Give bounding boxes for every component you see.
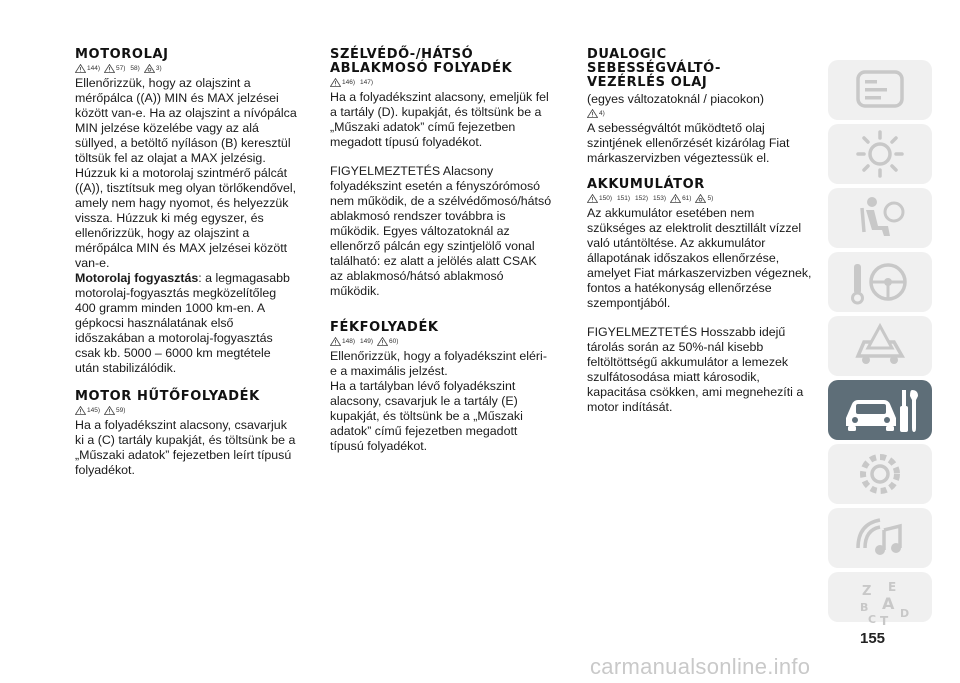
warning-ref[interactable]: 148) bbox=[342, 338, 356, 345]
technical-data-icon bbox=[828, 444, 932, 504]
warning-ref[interactable]: 150) bbox=[599, 195, 613, 202]
chapter-tab-dashboard[interactable] bbox=[828, 60, 932, 120]
warning-triangle-icon bbox=[587, 194, 598, 203]
paragraph: Ellenőrizzük, hogy a folyadékszint eléri-e a maximális jelzést. bbox=[330, 349, 547, 378]
warning-ref[interactable]: 147) bbox=[360, 79, 374, 86]
section-ablakmoso-folyadek bbox=[330, 48, 552, 299]
column-1 bbox=[75, 48, 297, 478]
warning-ref[interactable]: 146) bbox=[342, 79, 356, 86]
warning-triangle-icon bbox=[75, 406, 86, 415]
section-title: SZÉLVÉDŐ-/HÁTSÓ ABLAKMOSÓ FOLYADÉK bbox=[330, 47, 513, 76]
warning-ref[interactable]: 151) bbox=[617, 195, 631, 202]
caution-triangle-icon bbox=[670, 194, 681, 203]
paragraph: Ha a folyadékszint alacsony, csavarjuk ki a (C) tartály kupakját, és töltsünk be a „Műszaki adatok” fejezetben leírt típusú folyadékot. bbox=[75, 418, 296, 477]
index-letter: Z bbox=[862, 584, 872, 599]
index-letter: B bbox=[860, 601, 869, 614]
warning-references bbox=[330, 337, 552, 346]
section-motor-hutofolyadek bbox=[75, 390, 297, 478]
warning-triangle-icon bbox=[330, 337, 341, 346]
warning-ref[interactable]: 61) bbox=[682, 195, 692, 202]
caution-triangle-icon bbox=[104, 406, 115, 415]
paragraph: Az akkumulátor esetében nem szükséges az elektrolit desztillált vízzel való utántöltése. Az akkumulátor állapotának időszakos ellenőrzése, amelyet Fiat márkaszervizben végeznek, fontos a hatékonyság ellenőrzése szempontjából. bbox=[587, 206, 812, 310]
chapter-tab-emergency[interactable] bbox=[828, 316, 932, 376]
warning-car-icon bbox=[828, 316, 932, 376]
warning-ref[interactable]: 60) bbox=[389, 338, 399, 345]
chapter-tab-maintenance[interactable] bbox=[828, 380, 932, 440]
section-title: AKKUMULÁTOR bbox=[587, 177, 705, 192]
multimedia-icon bbox=[828, 508, 932, 568]
caution-triangle-icon bbox=[587, 109, 598, 118]
page-number: 155 bbox=[860, 630, 886, 647]
watermark[interactable]: carmanualsonline.info bbox=[590, 654, 811, 679]
airbag-seat-icon bbox=[828, 188, 932, 248]
lights-icon bbox=[828, 124, 932, 184]
section-subtitle: (egyes változatoknál / piacokon) bbox=[587, 92, 765, 106]
warning-ref[interactable]: 149) bbox=[360, 338, 374, 345]
warning-ref[interactable]: 144) bbox=[87, 65, 101, 72]
environment-icon bbox=[695, 194, 706, 203]
chapter-tab-lights[interactable] bbox=[828, 124, 932, 184]
chapter-tab-technical-data[interactable] bbox=[828, 444, 932, 504]
index-letter: A bbox=[882, 594, 895, 613]
index-letters-icon bbox=[828, 572, 932, 632]
column-2 bbox=[330, 48, 552, 454]
warning-references bbox=[75, 406, 297, 415]
paragraph-lead: Motorolaj fogyasztás bbox=[75, 271, 199, 285]
index-letter: D bbox=[900, 607, 910, 620]
section-akkumulator bbox=[587, 178, 813, 415]
note-paragraph: FIGYELMEZTETÉS Hosszabb idejű tárolás során az 50%-nál kisebb feltöltöttségű akkumulátor a lemezek szulfátosodása miatt károsodik, kapacitása csökken, ami megnehezíti a motor indítását. bbox=[587, 325, 804, 414]
paragraph-text: : a legmagasabb motorolaj-fogyasztás megközelítőleg 400 gramm minden 1000 km-en. A gépkocsi használatának első időszakában a motorolaj-fogyasztás csak kb. 5000 – 6000 km megtétele után stabilizálódik. bbox=[75, 271, 290, 375]
warning-references bbox=[75, 64, 297, 73]
warning-ref[interactable]: 152) bbox=[635, 195, 649, 202]
note-paragraph: FIGYELMEZTETÉS Alacsony folyadékszint esetén a fényszórómosó nem működik, de a szélvédőmosó/hátsó ablakmosó rendszer továbbra is működik. Egyes változatoknál az ellenőrző pálcán egy szintjelölő vonal található: ez alatt a jelölés alatt CSAK az ablakmosó/hátsó ablakmosó működik. bbox=[330, 164, 552, 298]
chapter-tab-starting-driving[interactable] bbox=[828, 252, 932, 312]
section-title: FÉKFOLYADÉK bbox=[330, 320, 439, 335]
section-title: MOTOROLAJ bbox=[75, 47, 169, 62]
warning-ref[interactable]: 59) bbox=[116, 407, 126, 414]
caution-triangle-icon bbox=[104, 64, 115, 73]
caution-triangle-icon bbox=[377, 337, 388, 346]
section-dualogic-olaj bbox=[587, 48, 813, 166]
warning-ref[interactable]: 3) bbox=[155, 65, 162, 72]
paragraph: Ellenőrizzük, hogy az olajszint a mérőpálca ((A)) MIN és MAX jelzései között van-e. Ha az olajszint a nívópálca MIN jelzése közelébe vagy az alá süllyed, a betöltő nyíláson (B) keresztül töltsük fel az olajat a MAX jelzésig. bbox=[75, 76, 297, 165]
section-fekfolyadek bbox=[330, 321, 552, 454]
warning-references bbox=[587, 194, 813, 203]
warning-ref[interactable]: 153) bbox=[653, 195, 667, 202]
warning-triangle-icon bbox=[330, 78, 341, 87]
paragraph: Húzzuk ki a motorolaj szintmérő pálcát ((A)), tisztítsuk meg olyan törlőkendővel, amely nem hagy nyomot, és helyezzük vissza. Húzzuk ki még egyszer, és ellenőrizzük, hogy az olajszint a mérőpálca MIN és MAX jelzései között van-e. bbox=[75, 166, 297, 270]
index-letter: T bbox=[880, 614, 889, 628]
paragraph: A sebességváltót működtető olaj szintjének ellenőrzését kizárólag Fiat márkaszervizben végeztessük el. bbox=[587, 121, 790, 165]
warning-ref[interactable]: 5) bbox=[707, 195, 714, 202]
paragraph bbox=[75, 271, 297, 376]
section-title: DUALOGIC SEBESSÉGVÁLTÓ- VEZÉRLÉS OLAJ bbox=[587, 47, 722, 90]
chapter-tab-safety[interactable] bbox=[828, 188, 932, 248]
warning-ref[interactable]: 57) bbox=[116, 65, 126, 72]
paragraph: Ha a tartályban lévő folyadékszint alacsony, csavarjuk le a tartály (E) kupakját, és töltsünk be a „Műszaki adatok” című fejezetben megadott típusú folyadékot. bbox=[330, 379, 523, 453]
warning-references bbox=[330, 78, 552, 87]
index-letter: C bbox=[868, 613, 877, 626]
section-title: MOTOR HŰTŐFOLYADÉK bbox=[75, 389, 260, 404]
chapter-tab-index[interactable] bbox=[828, 572, 932, 628]
dashboard-icon bbox=[828, 60, 932, 120]
warning-ref[interactable]: 58) bbox=[130, 65, 140, 72]
key-steering-wheel-icon bbox=[828, 252, 932, 312]
warning-triangle-icon bbox=[75, 64, 86, 73]
index-letter: E bbox=[888, 580, 897, 594]
paragraph: Ha a folyadékszint alacsony, emeljük fel a tartály (D). kupakját, és töltsünk be a „Műszaki adatok” című fejezetben megadott típusú folyadékot. bbox=[330, 90, 549, 149]
warning-references bbox=[587, 109, 813, 118]
warning-ref[interactable]: 145) bbox=[87, 407, 101, 414]
warning-ref[interactable]: 4) bbox=[599, 110, 605, 117]
chapter-tab-multimedia[interactable] bbox=[828, 508, 932, 568]
section-motorolaj bbox=[75, 48, 297, 376]
column-3 bbox=[587, 48, 813, 415]
car-wrench-icon bbox=[828, 380, 932, 440]
environment-icon bbox=[144, 64, 155, 73]
